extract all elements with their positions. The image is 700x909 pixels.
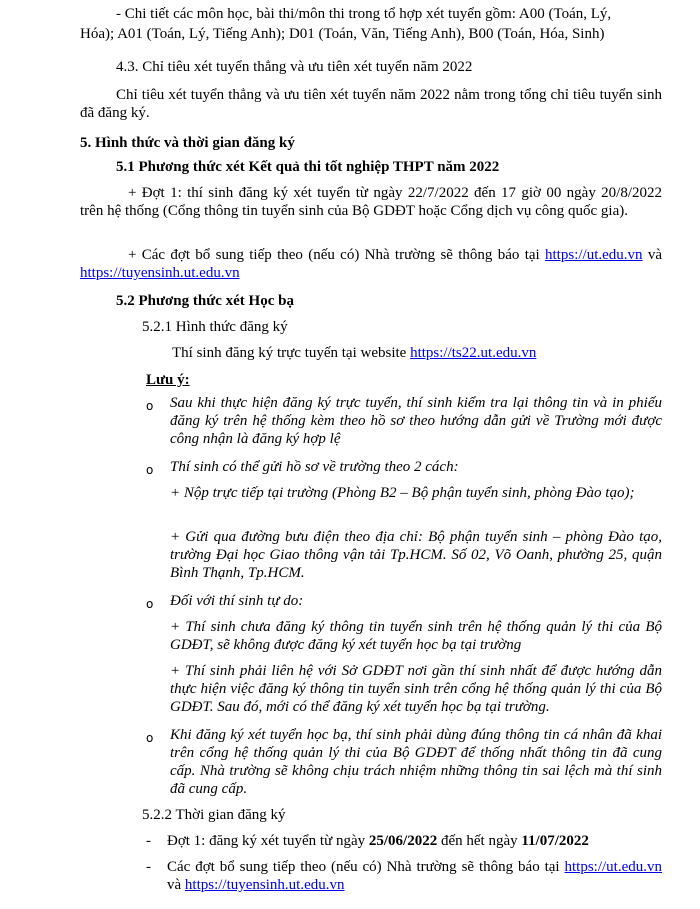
subjects-line-1: - Chi tiết các môn học, bài thi/môn thi trong tổ hợp xét tuyển gồm: A00 (Toán, Lý, <box>116 6 612 22</box>
bullet-icon: o <box>146 399 154 413</box>
extra-rounds-paragraph <box>80 246 662 282</box>
note-label: Lưu ý: <box>146 372 190 388</box>
extra-rounds-2-text: Các đợt bổ sung tiếp theo (nếu có) Nhà trường sẽ thông báo tại <box>167 859 560 875</box>
link-ut[interactable]: https://ut.edu.vn <box>564 859 662 875</box>
heading-4-3: 4.3. Chỉ tiêu xét tuyển thẳng và ưu tiên xét tuyển năm 2022 <box>116 59 473 75</box>
note-4: Khi đăng ký xét tuyển học bạ, thí sinh phải dùng đúng thông tin cá nhân đã khai trên cổng hệ thống quản lý thi của Bộ GDĐT để thống nhất thông tin đã cung cấp. Nhà trường sẽ không chịu trách nhiệm những thông tin sai lệch mà thí sinh đã cung cấp. <box>170 727 662 797</box>
bullet-icon: o <box>146 731 154 745</box>
extra-rounds-2 <box>167 858 662 894</box>
and-word: và <box>167 877 182 893</box>
dash-bullet: - <box>146 833 151 849</box>
note-3-item-b: + Thí sinh phải liên hệ với Sở GDĐT nơi gần thí sinh nhất để được hướng dẫn thực hiện việc đăng ký thông tin tuyển sinh trên cổng hệ thống quản lý thi của Bộ GDĐT. Sau đó, mới có thể đăng ký xét tuyển học bạ tại trường. <box>170 663 662 715</box>
note-1: Sau khi thực hiện đăng ký trực tuyến, thí sinh kiểm tra lại thông tin và in phiếu đăng ký trên hệ thống kèm theo hồ sơ theo hướng dẫn gửi về Trường mới được công nhận là đăng ký hợp lệ <box>170 395 662 447</box>
note-2: Thí sinh có thể gửi hồ sơ về trường theo 2 cách: <box>170 459 459 475</box>
note-3-item-a: + Thí sinh chưa đăng ký thông tin tuyển sinh trên hệ thống quản lý thi của Bộ GDĐT, sẽ không được đăng ký xét tuyển học bạ tại trường <box>170 619 662 653</box>
dash-bullet: - <box>146 859 151 875</box>
round1-dates <box>167 832 662 850</box>
round1-mid-text: đến hết ngày <box>440 833 518 849</box>
bullet-icon: o <box>146 597 154 611</box>
section-5-2-1-heading: 5.2.1 Hình thức đăng ký <box>142 319 288 335</box>
and-word: và <box>647 247 662 263</box>
section-5-2-2-heading: 5.2.2 Thời gian đăng ký <box>142 807 286 823</box>
note-2-option-b: + Gửi qua đường bưu điện theo địa chỉ: Bộ phận tuyển sinh – phòng Đào tạo, trường Đại học Giao thông vận tải Tp.HCM. Số 02, Võ Oanh, phường 25, quận Bình Thạnh, Tp.HCM. <box>170 529 662 581</box>
note-3: Đối với thí sinh tự do: <box>170 593 304 609</box>
quota-paragraph: Chỉ tiêu xét tuyển thẳng và ưu tiên xét tuyển năm 2022 nằm trong tổng chỉ tiêu tuyển sinh đã đăng ký. <box>80 87 662 121</box>
section-5-1-heading: 5.1 Phương thức xét Kết quả thi tốt nghiệp THPT năm 2022 <box>116 159 500 175</box>
link-tuyensinh[interactable]: https://tuyensinh.ut.edu.vn <box>184 877 345 893</box>
link-ut[interactable]: https://ut.edu.vn <box>545 247 643 263</box>
round1-dates-text: Đợt 1: đăng ký xét tuyển từ ngày <box>167 833 366 849</box>
extra-rounds-text: + Các đợt bổ sung tiếp theo (nếu có) Nhà trường sẽ thông báo tại <box>128 247 540 263</box>
subjects-line-2: Hóa); A01 (Toán, Lý, Tiếng Anh); D01 (Toán, Văn, Tiếng Anh), B00 (Toán, Hóa, Sinh) <box>80 26 605 42</box>
online-registration-text: Thí sinh đăng ký trực tuyến tại website <box>172 345 407 361</box>
round1-start-date: 25/06/2022 <box>368 833 438 849</box>
online-registration-line <box>172 344 536 362</box>
note-2-option-a: + Nộp trực tiếp tại trường (Phòng B2 – Bộ phận tuyển sinh, phòng Đào tạo); <box>170 485 635 501</box>
link-tuyensinh[interactable]: https://tuyensinh.ut.edu.vn <box>80 265 240 281</box>
round1-paragraph: + Đợt 1: thí sinh đăng ký xét tuyển từ ngày 22/7/2022 đến 17 giờ 00 ngày 20/8/2022 trên hệ thống (Cổng thông tin tuyển sinh của Bộ GDĐT hoặc Cổng dịch vụ công quốc gia). <box>80 185 662 219</box>
round1-end-date: 11/07/2022 <box>521 833 589 849</box>
section-5-2-heading: 5.2 Phương thức xét Học bạ <box>116 293 294 309</box>
bullet-icon: o <box>146 463 154 477</box>
section-5-heading: 5. Hình thức và thời gian đăng ký <box>80 135 295 151</box>
link-ts22[interactable]: https://ts22.ut.edu.vn <box>410 345 537 361</box>
